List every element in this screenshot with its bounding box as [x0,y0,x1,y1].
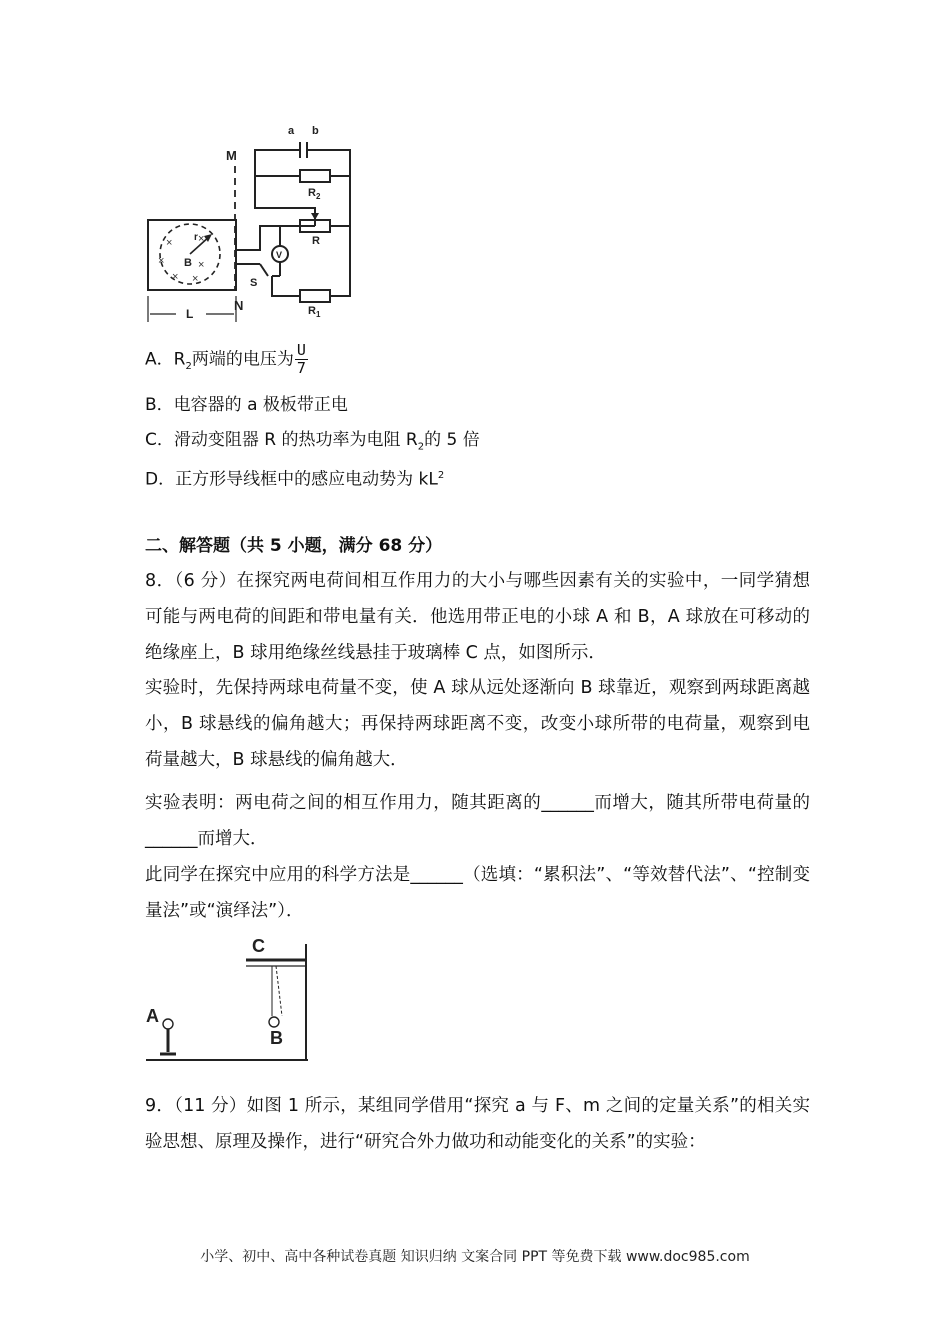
svg-text:×: × [166,237,173,249]
page-footer: 小学、初中、高中各种试卷真题 知识归纳 文案合同 PPT 等免费下载 www.doc985.com [200,1249,750,1265]
svg-text:×: × [198,233,205,245]
svg-text:×: × [172,271,179,283]
label-R: R [312,235,320,247]
option-D: D．正方形导线框中的感应电动势为 $kL^2$ [145,469,445,490]
q8-figure [140,932,315,1068]
label-S: S [250,277,258,289]
capacitor-label-a: a [288,125,295,137]
section-2-heading: 二、解答题（共 5 小题，满分 68 分） [145,536,443,556]
label-r: r [194,232,198,243]
fig-label-B: B [270,1028,283,1048]
q8-paragraph-2: 实验时，先保持两球电荷量不变，使 A 球从远处逐渐向 B 球靠近，观察到两球距离越小，B 球悬线的偏角越大；再保持两球距离不变，改变小球所带的电荷量，观察到电荷量越大，B 球悬线的偏角越大． [145,678,810,770]
label-R1: $R_1$ [308,305,321,319]
label-M: M [226,148,237,163]
label-B: B [184,257,192,269]
svg-text:×: × [198,259,205,271]
option-A: A．$R_2$两端的电压为 $\frac{U}{7}$ [145,341,306,377]
capacitor-label-b: b [312,125,319,137]
fig-label-A: A [146,1006,159,1026]
label-R2: $R_2$ [308,187,321,201]
option-C: C．滑动变阻器 R 的热功率为电阻 $R_2$的 5 倍 [145,430,480,453]
circuit-diagram [140,118,370,330]
svg-text:×: × [192,273,199,285]
svg-text:×: × [158,255,165,267]
label-L: L [186,307,194,321]
label-N: N [234,298,244,313]
label-V: V [276,250,283,260]
q9-paragraph-1: 9．（11 分）如图 1 所示，某组同学借用“探究 a 与 F、m 之间的定量关系”的相关实验思想、原理及操作，进行“研究合外力做功和动能变化的关系”的实验： [145,1096,810,1152]
fraction-U-over-7: $\frac{U}{7}$ [296,341,306,377]
q8-paragraph-1: 8．（6 分）在探究两电荷间相互作用力的大小与哪些因素有关的实验中，一同学猜想可能与两电荷的间距和带电量有关．他选用带正电的小球 A 和 B，A 球放在可移动的绝缘座上，B 球用绝缘丝线悬挂于玻璃棒 C 点，如图所示． [145,571,810,663]
q8-paragraph-4: 此同学在探究中应用的科学方法是______（选填：“累积法”、“等效替代法”、“控制变量法”或“演绎法”）． [145,865,810,921]
q8-paragraph-3: 实验表明：两电荷之间的相互作用力，随其距离的______而增大，随其所带电荷量的______而增大． [145,793,810,849]
fig-label-C: C [252,936,265,956]
option-B: B．电容器的 a 极板带正电 [145,395,348,415]
